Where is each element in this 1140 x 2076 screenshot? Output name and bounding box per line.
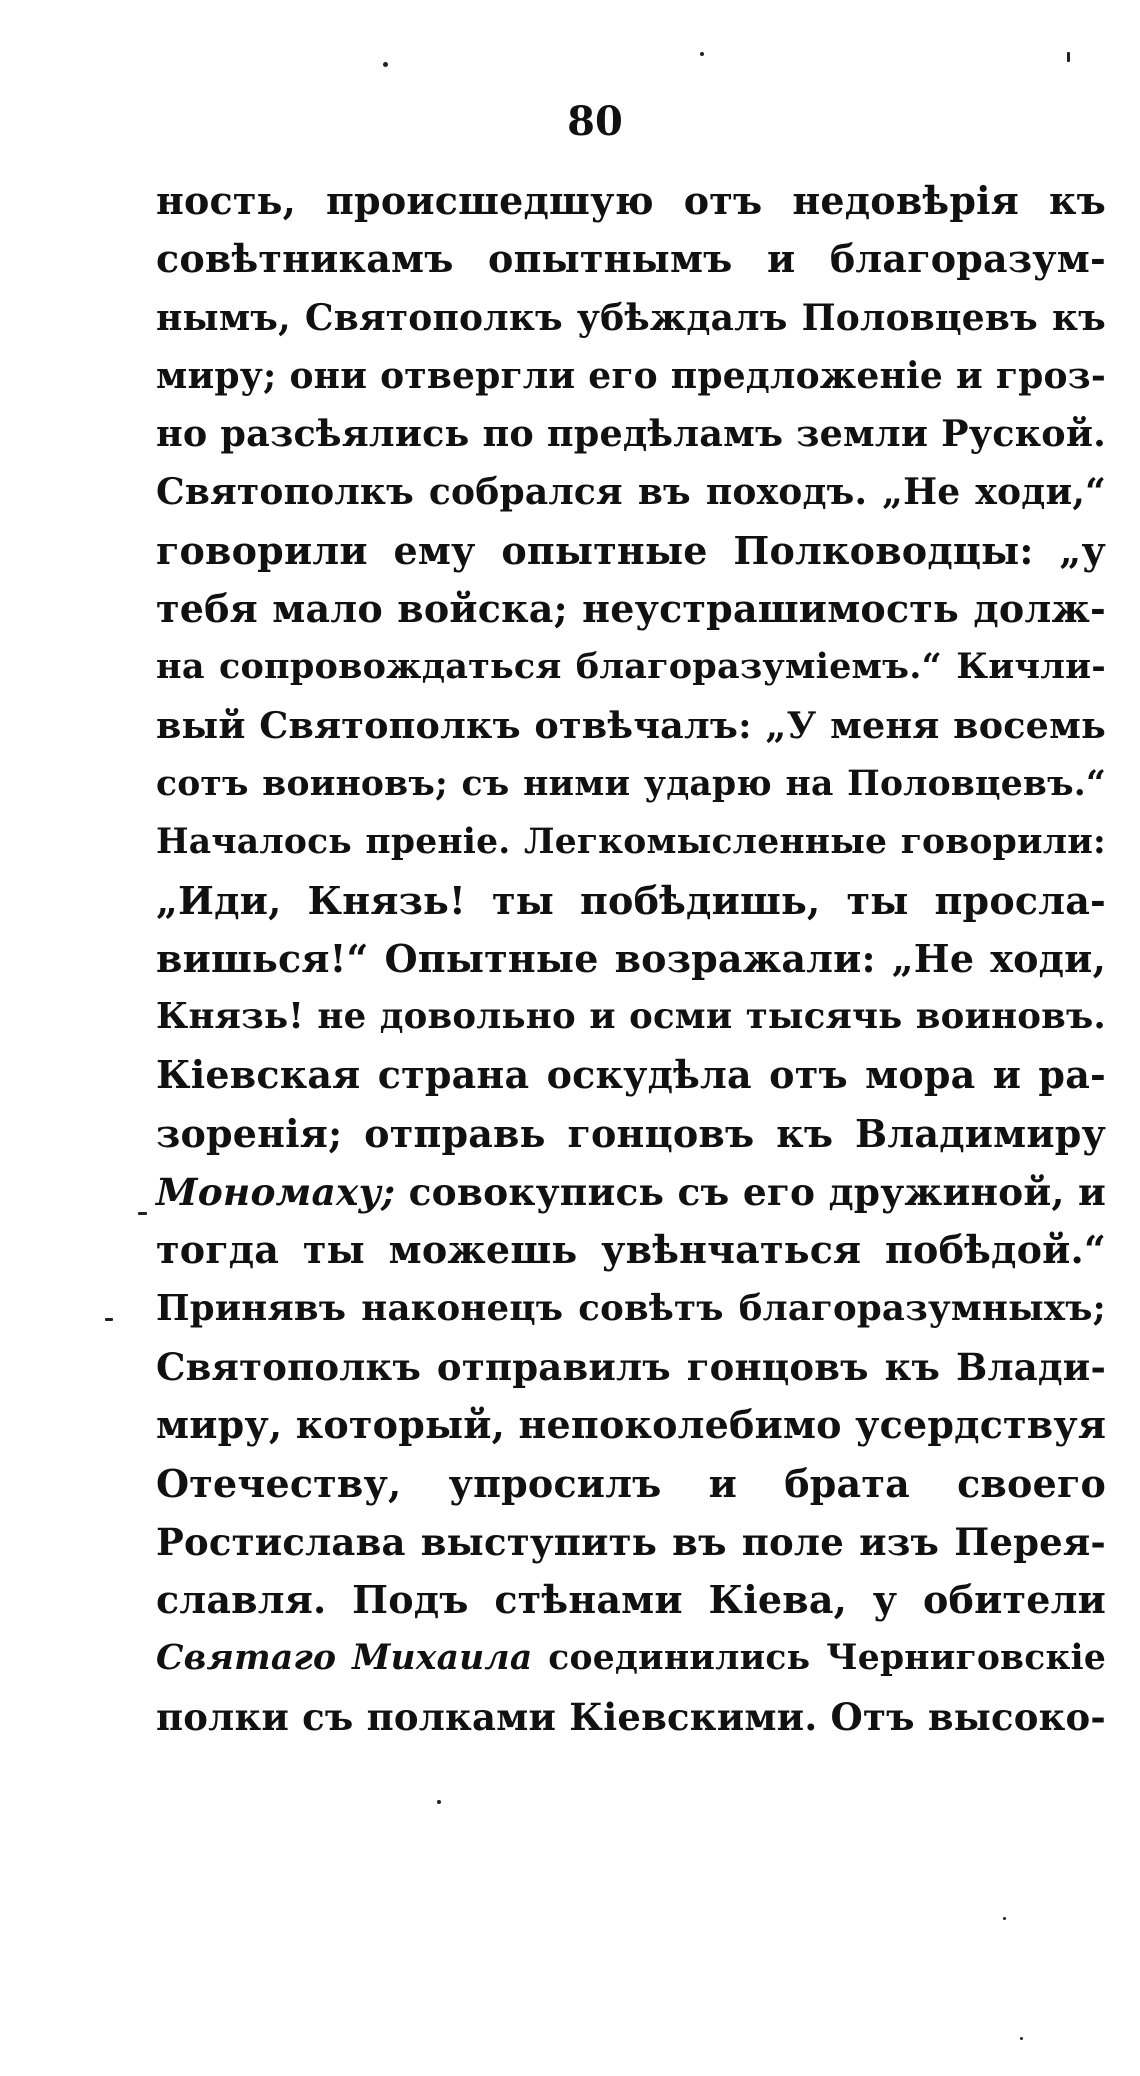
line-text: сотъ воиновъ; съ ними ударю на Половцевъ.“: [156, 763, 1106, 804]
text-line: [156, 230, 1106, 288]
scan-speck: [700, 52, 704, 56]
text-line: [156, 172, 1106, 230]
text-line: [156, 930, 1106, 988]
line-text: совокупись съ его дружиной, и: [395, 1170, 1106, 1215]
text-line: [156, 405, 1106, 463]
italic-name: Святаго Михаила: [156, 1638, 533, 1679]
text-line: [156, 347, 1106, 405]
line-text: соединились Черниговскіе: [532, 1638, 1107, 1679]
scan-speck: [105, 1318, 113, 1321]
text-line: [156, 1221, 1106, 1279]
text-line: [156, 1396, 1106, 1454]
line-text: миру, который, непоколебимо усердствуя: [156, 1402, 1107, 1448]
line-text: миру; они отвергли его предложеніе и гроз-: [156, 354, 1106, 397]
line-text: Князь! не довольно и осми тысячь воиновъ.: [156, 996, 1106, 1038]
page-number: 80: [567, 98, 623, 145]
line-text: Святополкъ отправилъ гонцовъ къ Влади-: [156, 1344, 1106, 1389]
text-line: [156, 1105, 1106, 1163]
text-line: [156, 697, 1106, 755]
line-text: нымъ, Святополкъ убѣждалъ Половцевъ къ: [156, 296, 1106, 339]
line-text: ность, происшедшую отъ недовѣрія къ: [156, 178, 1106, 223]
text-line: [156, 755, 1106, 813]
text-line: [156, 813, 1106, 871]
scan-speck: [138, 1212, 147, 1215]
text-line: [156, 580, 1106, 638]
line-text: но разсѣялись по предѣламъ земли Руской.: [156, 412, 1106, 456]
text-line: [156, 1046, 1106, 1104]
scan-speck: [1067, 52, 1070, 62]
text-line: [156, 522, 1106, 580]
line-text: полки съ полками Кіевскими. Отъ высоко-: [156, 1694, 1106, 1739]
line-text: тогда ты можешь увѣнчаться побѣдой.“: [156, 1227, 1106, 1273]
text-line: [156, 872, 1106, 930]
scan-speck: [437, 1800, 441, 1804]
line-text: вый Святополкъ отвѣчалъ: „У меня восемь: [156, 703, 1106, 747]
text-line: [156, 289, 1106, 347]
text-line: [156, 1688, 1106, 1746]
line-text: „Иди, Князь! ты побѣдишь, ты просла-: [156, 877, 1106, 923]
line-text: славля. Подъ стѣнами Кіева, у обители: [156, 1577, 1106, 1623]
line-text: говорили ему опытные Полководцы: „у: [156, 527, 1106, 573]
scan-speck: [383, 62, 388, 67]
italic-name: Мономаху;: [156, 1170, 396, 1215]
text-line: [156, 988, 1106, 1046]
line-text: зоренія; отправь гонцовъ къ Владимиру: [156, 1110, 1106, 1156]
text-line: [156, 1455, 1106, 1513]
text-line: [156, 638, 1106, 696]
line-text: Принявъ наконецъ совѣтъ благоразумныхъ;: [156, 1287, 1106, 1329]
text-line: [156, 1629, 1106, 1687]
line-text: на сопровождаться благоразуміемъ.“ Кичли-: [156, 646, 1106, 688]
scan-speck: [1020, 2037, 1023, 2040]
scan-speck: [1003, 1917, 1006, 1920]
text-line: [156, 1571, 1106, 1629]
text-line: [156, 1513, 1106, 1571]
text-line: [156, 1163, 1106, 1221]
line-text: вишься!“ Опытные возражали: „Не ходи,: [156, 935, 1106, 981]
line-text: тебя мало войска; неустрашимость долж-: [156, 586, 1106, 632]
text-line: [156, 1338, 1106, 1396]
text-line: [156, 1280, 1106, 1338]
line-text: совѣтникамъ опытнымъ и благоразум-: [156, 236, 1106, 282]
line-text: Кіевская страна оскудѣла отъ мора и ра-: [156, 1052, 1106, 1098]
line-text: Святополкъ собрался въ походъ. „Не ходи,“: [156, 471, 1106, 514]
line-text: Ростислава выступить въ поле изъ Перея-: [156, 1519, 1106, 1564]
body-text: [156, 172, 1106, 1746]
line-text: Началось преніе. Легкомысленные говорили:: [156, 822, 1106, 863]
line-text: Отечеству, упросилъ и брата своего: [156, 1460, 1106, 1506]
text-line: [156, 463, 1106, 521]
